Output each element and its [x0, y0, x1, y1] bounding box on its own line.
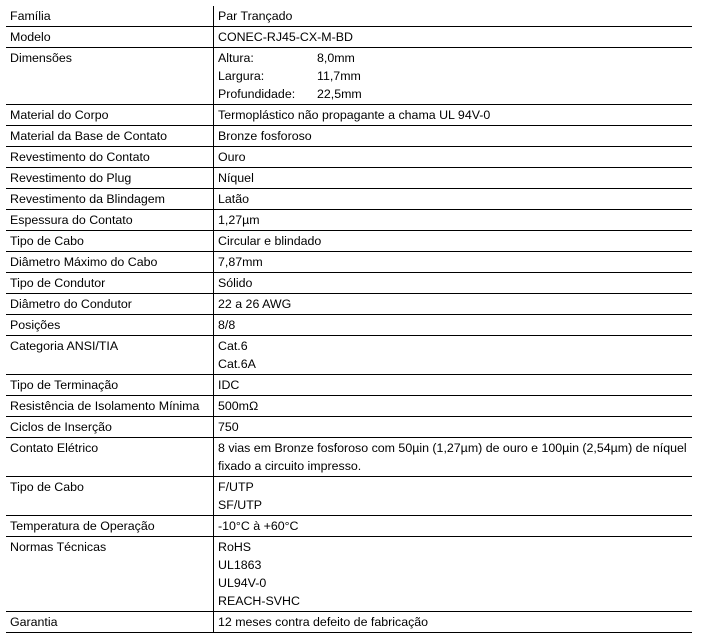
- spec-value-line: F/UTP: [218, 480, 254, 494]
- spec-row: [6, 6, 692, 27]
- dimension-name: Altura:: [218, 51, 254, 65]
- spec-value-line: 7,87mm: [218, 255, 263, 269]
- spec-row: [6, 252, 692, 273]
- spec-value: [214, 315, 693, 336]
- dimension-name: Profundidade:: [218, 87, 296, 101]
- spec-row: [6, 273, 692, 294]
- spec-value-line: Par Trançado: [218, 9, 293, 23]
- spec-label: Revestimento do Contato: [6, 147, 214, 168]
- spec-value: [214, 375, 693, 396]
- spec-value: [214, 231, 693, 252]
- spec-value-line: Bronze fosforoso: [218, 129, 312, 143]
- spec-table: [6, 6, 692, 633]
- spec-value-line: Ouro: [218, 150, 246, 164]
- spec-value-line: 500mΩ: [218, 399, 259, 413]
- spec-value-line: RoHS: [218, 540, 252, 554]
- spec-value-line: 12 meses contra defeito de fabricação: [218, 615, 429, 629]
- spec-row: [6, 189, 692, 210]
- spec-label: Posições: [6, 315, 214, 336]
- spec-row: [6, 168, 692, 189]
- dimension-value: 8,0mm: [317, 51, 355, 65]
- dimension-value: 11,7mm: [317, 69, 361, 83]
- dimension-row: [218, 85, 688, 103]
- spec-label: Diâmetro do Condutor: [6, 294, 214, 315]
- spec-value-line: Circular e blindado: [218, 234, 322, 248]
- spec-label: Dimensões: [6, 48, 214, 105]
- spec-value-line: 22 a 26 AWG: [218, 297, 292, 311]
- spec-row: [6, 477, 692, 516]
- spec-label: Temperatura de Operação: [6, 516, 214, 537]
- spec-value: [214, 537, 693, 612]
- spec-value: [214, 147, 693, 168]
- spec-row: [6, 516, 692, 537]
- spec-label: Normas Técnicas: [6, 537, 214, 612]
- spec-label: Espessura do Contato: [6, 210, 214, 231]
- spec-label: Família: [6, 6, 214, 27]
- spec-value: [214, 48, 693, 105]
- spec-value: [214, 126, 693, 147]
- spec-value: [214, 336, 693, 375]
- spec-row: [6, 438, 692, 477]
- spec-value-line: UL94V-0: [218, 576, 267, 590]
- dimension-name: Largura:: [218, 69, 265, 83]
- spec-value-line: UL1863: [218, 558, 262, 572]
- spec-row: [6, 126, 692, 147]
- spec-row: [6, 27, 692, 48]
- spec-value-line: Sólido: [218, 276, 253, 290]
- dimension-value: 22,5mm: [317, 87, 362, 101]
- spec-label: Ciclos de Inserção: [6, 417, 214, 438]
- spec-value: [214, 477, 693, 516]
- spec-value: [214, 210, 693, 231]
- spec-value-line: -10°C à +60°C: [218, 519, 299, 533]
- spec-label: Tipo de Condutor: [6, 273, 214, 294]
- spec-value-line: 1,27µm: [218, 213, 260, 227]
- spec-row: [6, 147, 692, 168]
- spec-label: Resistência de Isolamento Mínima: [6, 396, 214, 417]
- spec-label: Contato Elétrico: [6, 438, 214, 477]
- spec-value: [214, 168, 693, 189]
- spec-table-body: [6, 6, 692, 633]
- spec-value: [214, 396, 693, 417]
- spec-row: [6, 537, 692, 612]
- dimension-row: [218, 49, 688, 67]
- spec-value-line: 8/8: [218, 318, 236, 332]
- spec-value-line: IDC: [218, 378, 240, 392]
- spec-row: [6, 48, 692, 105]
- spec-label: Modelo: [6, 27, 214, 48]
- spec-row: [6, 396, 692, 417]
- spec-value: [214, 252, 693, 273]
- spec-label: Tipo de Cabo: [6, 477, 214, 516]
- dimension-row: [218, 67, 688, 85]
- spec-value-line: Latão: [218, 192, 250, 206]
- spec-label: Categoria ANSI/TIA: [6, 336, 214, 375]
- spec-row: [6, 210, 692, 231]
- spec-row: [6, 417, 692, 438]
- spec-row: [6, 612, 692, 633]
- spec-label: Tipo de Terminação: [6, 375, 214, 396]
- spec-value: [214, 105, 693, 126]
- spec-label: Revestimento da Blindagem: [6, 189, 214, 210]
- spec-label: Tipo de Cabo: [6, 231, 214, 252]
- spec-value: [214, 273, 693, 294]
- spec-value-line: CONEC-RJ45-CX-M-BD: [218, 30, 353, 44]
- spec-value: [214, 189, 693, 210]
- spec-value-line: REACH-SVHC: [218, 594, 300, 608]
- spec-row: [6, 315, 692, 336]
- spec-row: [6, 375, 692, 396]
- spec-label: Revestimento do Plug: [6, 168, 214, 189]
- spec-row: [6, 105, 692, 126]
- spec-label: Material da Base de Contato: [6, 126, 214, 147]
- spec-value-text: 8 vias em Bronze fosforoso com 50µin (1,27µm) de ouro e 100µin (2,54µm) de níquel fixado a circuito impresso.: [218, 441, 687, 473]
- spec-value: [214, 612, 693, 633]
- spec-value: [214, 6, 693, 27]
- spec-value: [214, 438, 693, 477]
- spec-value: [214, 27, 693, 48]
- spec-row: [6, 231, 692, 252]
- spec-value-line: SF/UTP: [218, 498, 263, 512]
- spec-label: Diâmetro Máximo do Cabo: [6, 252, 214, 273]
- spec-value-line: Níquel: [218, 171, 254, 185]
- spec-value-line: Cat.6A: [218, 357, 256, 371]
- spec-row: [6, 294, 692, 315]
- spec-value: [214, 516, 693, 537]
- spec-row: [6, 336, 692, 375]
- spec-value: [214, 417, 693, 438]
- spec-label: Material do Corpo: [6, 105, 214, 126]
- spec-value: [214, 294, 693, 315]
- spec-value-line: 750: [218, 420, 239, 434]
- spec-value-line: Cat.6: [218, 339, 248, 353]
- spec-value-line: Termoplástico não propagante a chama UL 94V-0: [218, 108, 491, 122]
- spec-label: Garantia: [6, 612, 214, 633]
